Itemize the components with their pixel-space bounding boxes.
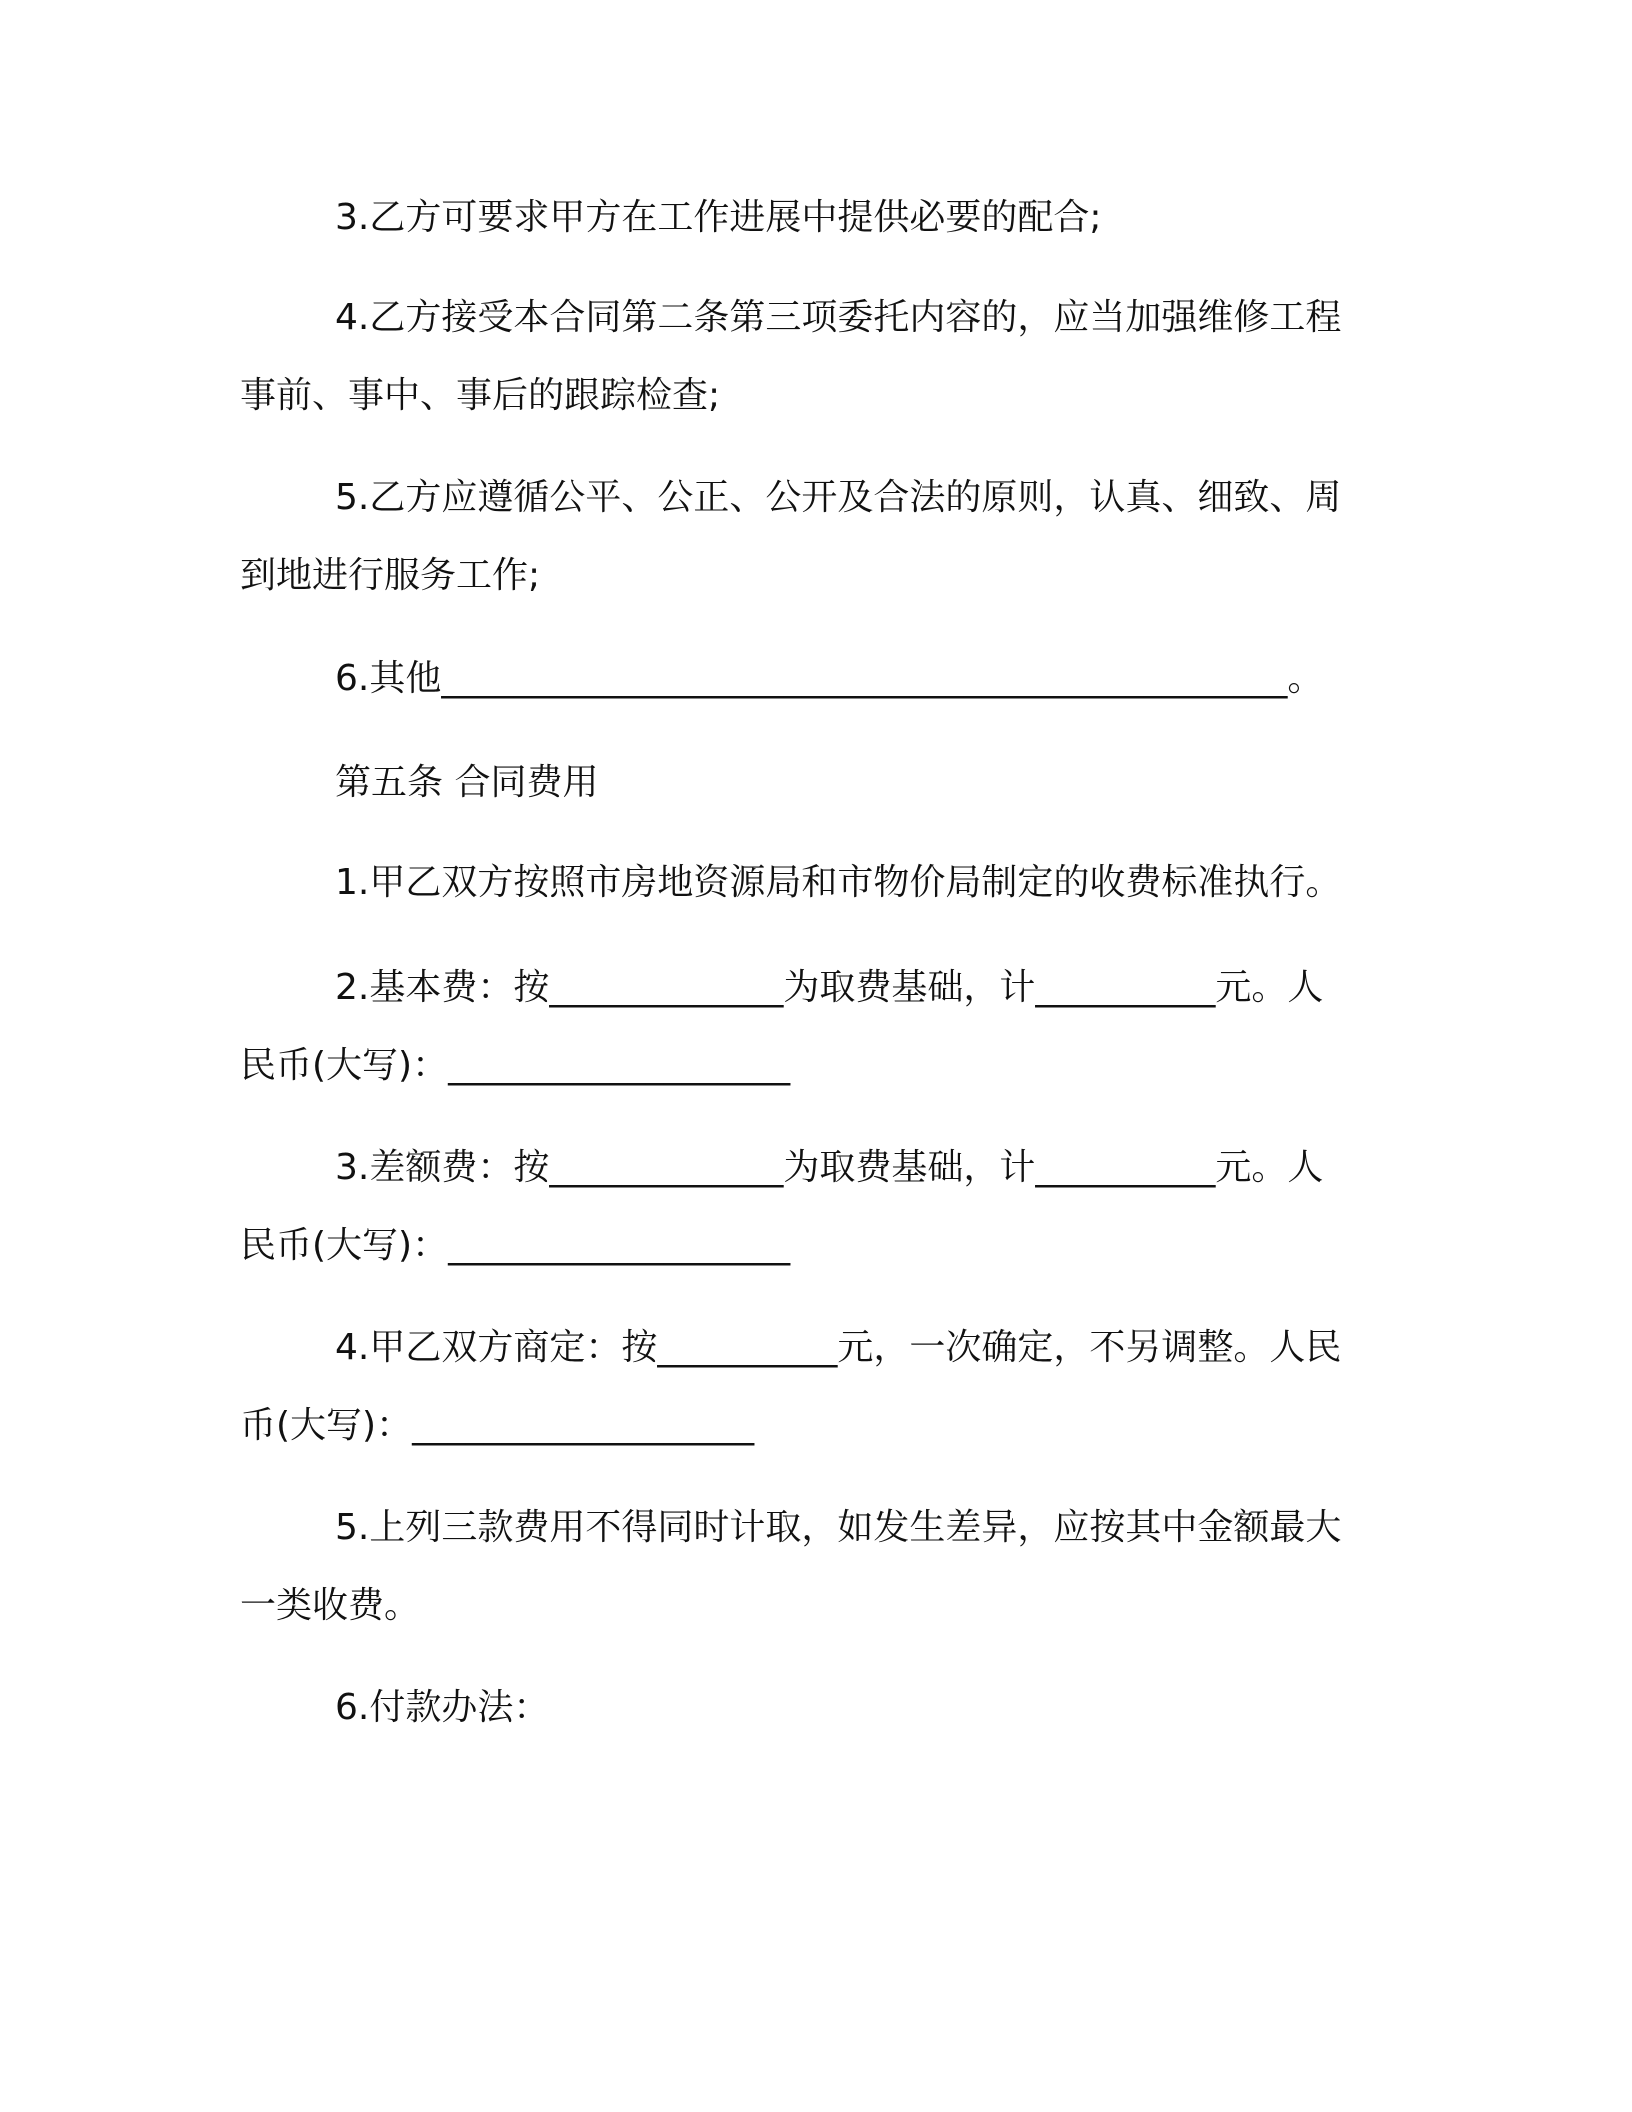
clause-5-5-line-1: 5.上列三款费用不得同时计取，如发生差异，应按其中金额最大: [335, 1507, 1342, 1548]
clause-5-4-line-2: 币(大写)：___________________: [240, 1405, 755, 1446]
clause-4-4-line-2: 事前、事中、事后的跟踪检查;: [240, 375, 721, 416]
clause-5-6: 6.付款办法：: [335, 1687, 550, 1728]
clause-4-4-line-1: 4.乙方接受本合同第二条第三项委托内容的，应当加强维修工程: [335, 297, 1342, 338]
clause-5-4-line-1: 4.甲乙双方商定：按__________元，一次确定，不另调整。人民: [335, 1327, 1342, 1368]
article-5-heading: 第五条 合同费用: [335, 762, 599, 803]
clause-4-5-line-2: 到地进行服务工作;: [240, 555, 541, 596]
clause-4-5-line-1: 5.乙方应遵循公平、公正、公开及合法的原则，认真、细致、周: [335, 477, 1342, 518]
clause-5-5-line-2: 一类收费。: [240, 1585, 421, 1626]
clause-5-3-line-2: 民币(大写)：___________________: [240, 1225, 791, 1266]
clause-4-3: 3.乙方可要求甲方在工作进展中提供必要的配合;: [335, 197, 1102, 238]
clause-4-6: 6.其他_______________________________________________。: [335, 658, 1324, 699]
clause-5-3-line-1: 3.差额费：按_____________为取费基础，计__________元。人: [335, 1147, 1324, 1188]
clause-5-2-line-1: 2.基本费：按_____________为取费基础，计__________元。人: [335, 967, 1324, 1008]
clause-5-2-line-2: 民币(大写)：___________________: [240, 1045, 791, 1086]
clause-5-1: 1.甲乙双方按照市房地资源局和市物价局制定的收费标准执行。: [335, 862, 1342, 903]
